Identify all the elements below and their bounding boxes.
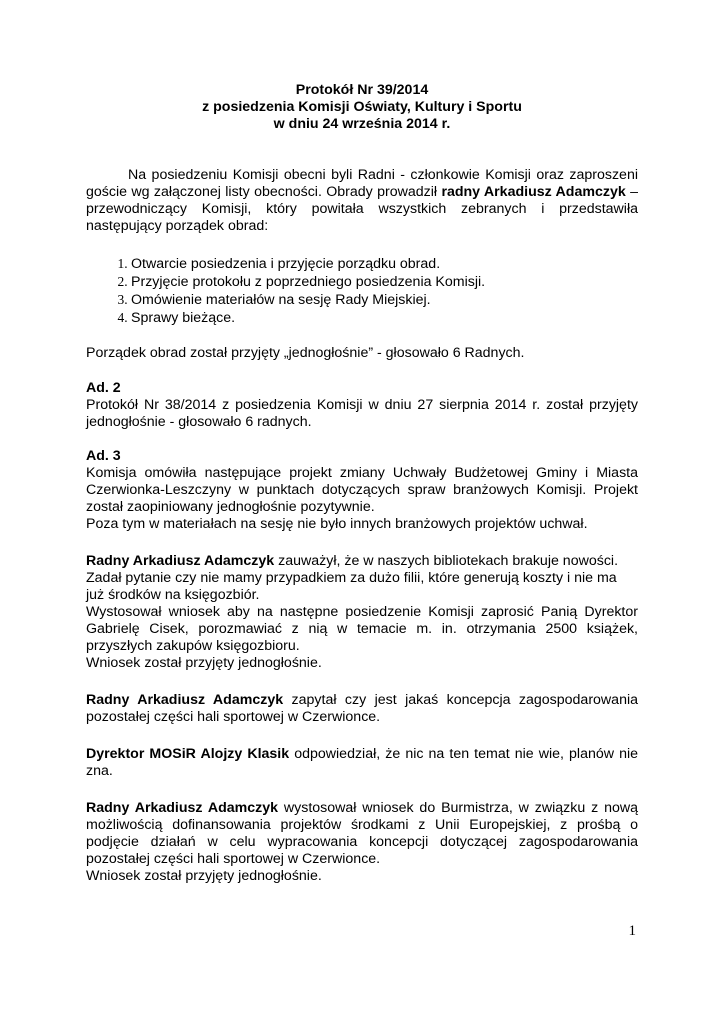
- page-number: 1: [628, 923, 636, 939]
- hall-motion-paragraph: Radny Arkadiusz Adamczyk wystosował wniosek do Burmistrza, w związku z nową możliwością dofinansowania projektów środkami z Unii Europejskiej, z prośbą o podjęcie działań w celu wypracowania koncepcji dotyczącej zagospodarowania pozostałej części hali sportowej w Czerwionce.: [86, 800, 638, 867]
- agenda-item: 2. Przyjęcie protokołu z poprzedniego posiedzenia Komisji.: [131, 273, 638, 291]
- director-answer-paragraph: Dyrektor MOSiR Alojzy Klasik odpowiedział, że nic na ten temat nie wie, planów nie zna.: [86, 746, 638, 779]
- intro-paragraph: Na posiedzeniu Komisji obecni byli Radni - członkowie Komisji oraz zaproszeni goście wg załączonej listy obecności. Obrady prowadził radny Arkadiusz Adamczyk – przewodniczący Komisji, który powitała wszystkich zebranych i przedstawiła następujący porządek obrad:: [86, 167, 638, 234]
- protocol-title: Protokół Nr 39/2014: [295, 82, 429, 98]
- ad3-text: Komisja omówiła następujące projekt zmiany Uchwały Budżetowej Gminy i Miasta Czerwionka-Leszczyny w punktach dotyczących spraw branżowych Komisji. Projekt został zaopiniowany jednogłośnie pozytywnie.: [86, 465, 638, 515]
- agenda-item: 3. Omówienie materiałów na sesję Rady Miejskiej.: [131, 291, 638, 309]
- libraries-motion: Wystosował wniosek aby na następne posiedzenie Komisji zaprosić Panią Dyrektor Gabrielę Cisek, porozmawiać z nią w temacie m. in. otrzymania 2500 książek, przyszłych zakupów księgozbioru.: [86, 604, 638, 654]
- hall-motion-result: Wniosek został przyjęty jednogłośnie.: [86, 868, 322, 884]
- agenda-item: 4. Sprawy bieżące.: [131, 309, 638, 327]
- ad2-text: Protokół Nr 38/2014 z posiedzenia Komisji w dniu 27 sierpnia 2014 r. został przyjęty jednogłośnie - głosowało 6 radnych.: [86, 397, 638, 430]
- libraries-question: Zadał pytanie czy nie mamy przypadkiem za dużo filii, które generują koszty i nie ma już środków na księgozbiór.: [86, 570, 617, 603]
- hall-question-paragraph: Radny Arkadiusz Adamczyk zapytał czy jest jakaś koncepcja zagospodarowania pozostałej części hali sportowej w Czerwionce.: [86, 692, 638, 725]
- chairman-name: radny Arkadiusz Adamczyk: [441, 184, 626, 200]
- document-header: [86, 82, 638, 133]
- agenda-item: 1. Otwarcie posiedzenia i przyjęcie porządku obrad.: [131, 255, 638, 273]
- libraries-motion-result: Wniosek został przyjęty jednogłośnie.: [86, 655, 322, 671]
- ad3-text-2: Poza tym w materiałach na sesję nie było innych branżowych projektów uchwał.: [86, 516, 588, 532]
- agenda-result: Porządek obrad został przyjęty „jednogłośnie” - głosowało 6 Radnych.: [86, 345, 525, 361]
- committee-name: z posiedzenia Komisji Oświaty, Kultury i Sportu: [202, 99, 522, 115]
- agenda-list: [86, 255, 638, 327]
- ad3-heading: Ad. 3: [86, 448, 121, 464]
- libraries-paragraph: Radny Arkadiusz Adamczyk zauważył, że w naszych bibliotekach brakuje nowości.: [86, 553, 619, 569]
- meeting-date: w dniu 24 września 2014 r.: [273, 116, 451, 132]
- ad2-heading: Ad. 2: [86, 380, 121, 396]
